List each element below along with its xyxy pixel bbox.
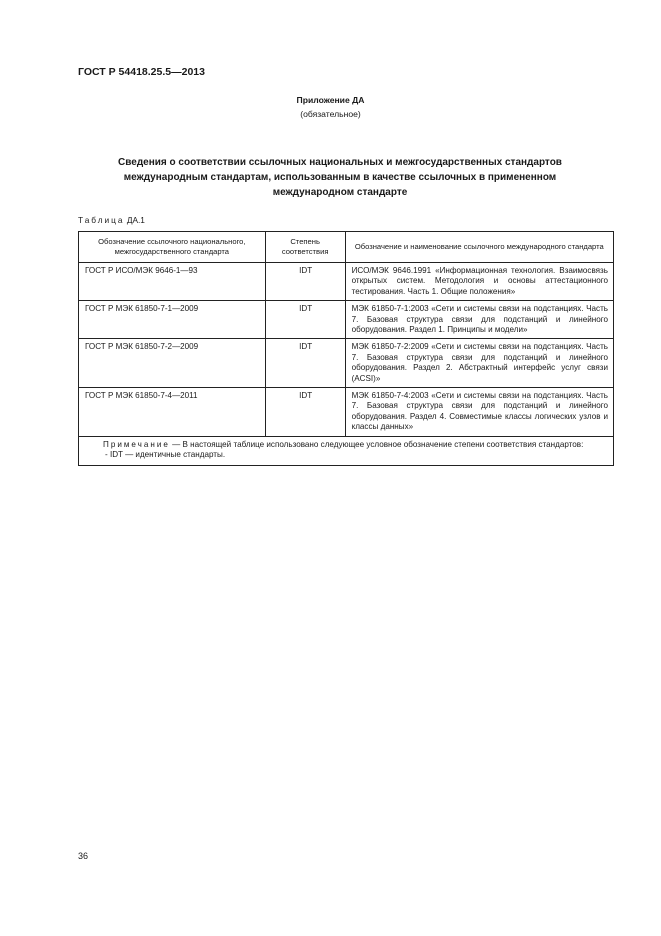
- national-standard-cell: ГОСТ Р МЭК 61850-7-4—2011: [79, 388, 266, 437]
- table-note-row: [79, 436, 614, 465]
- degree-cell: IDT: [265, 388, 345, 437]
- section-heading: Сведения о соответствии ссылочных национальных и межгосударственных стандартов международным стандартам, использованным в качестве ссылочных в примененном международном стандарте: [118, 157, 562, 198]
- note-item: - IDT — идентичные стандарты.: [105, 450, 226, 460]
- appendix-title: Приложение ДА: [296, 95, 365, 105]
- degree-cell: IDT: [265, 339, 345, 388]
- table-row: [79, 339, 614, 388]
- international-standard-cell: МЭК 61850-7-2:2009 «Сети и системы связи на подстанциях. Часть 7. Базовая структура связи для подстанций и линейного оборудования. Раздел 2. Абстрактный интерфейс услуг связи (ACSI)»: [345, 339, 613, 388]
- document-header: ГОСТ Р 54418.25.5—2013: [78, 66, 205, 78]
- table-row: [79, 388, 614, 437]
- appendix-subtitle: (обязательное): [300, 109, 361, 119]
- table-header-row: [79, 232, 614, 263]
- column-header-degree: Степень соответствия: [265, 232, 345, 263]
- degree-cell: IDT: [265, 263, 345, 301]
- table-row: [79, 301, 614, 339]
- table-label: Таблица ДА.1: [78, 215, 145, 225]
- table-row: [79, 263, 614, 301]
- international-standard-cell: ИСО/МЭК 9646.1991 «Информационная технология. Взаимосвязь открытых систем. Методология и основы аттестационного тестирования. Часть 1. Общие положения»: [345, 263, 613, 301]
- page-number: 36: [78, 851, 89, 861]
- note-text: — В настоящей таблице использовано следующее условное обозначение степени соответствия стандартов:: [172, 439, 584, 449]
- table-note: [79, 436, 614, 465]
- national-standard-cell: ГОСТ Р МЭК 61850-7-2—2009: [79, 339, 266, 388]
- column-header-national: Обозначение ссылочного национального, межгосударственного стандарта: [79, 232, 266, 263]
- column-header-international: Обозначение и наименование ссылочного международного стандарта: [345, 232, 613, 263]
- national-standard-cell: ГОСТ Р МЭК 61850-7-1—2009: [79, 301, 266, 339]
- international-standard-cell: МЭК 61850-7-4:2003 «Сети и системы связи на подстанциях. Часть 7. Базовая структура связи для подстанций и линейного оборудования. Раздел 4. Совместимые классы логических узлов и классы данных»: [345, 388, 613, 437]
- note-label: Примечание: [103, 439, 170, 449]
- correspondence-table: [78, 231, 614, 466]
- international-standard-cell: МЭК 61850-7-1:2003 «Сети и системы связи на подстанциях. Часть 7. Базовая структура связи для подстанций и линейного оборудования. Раздел 1. Принципы и модели»: [345, 301, 613, 339]
- national-standard-cell: ГОСТ Р ИСО/МЭК 9646-1—93: [79, 263, 266, 301]
- degree-cell: IDT: [265, 301, 345, 339]
